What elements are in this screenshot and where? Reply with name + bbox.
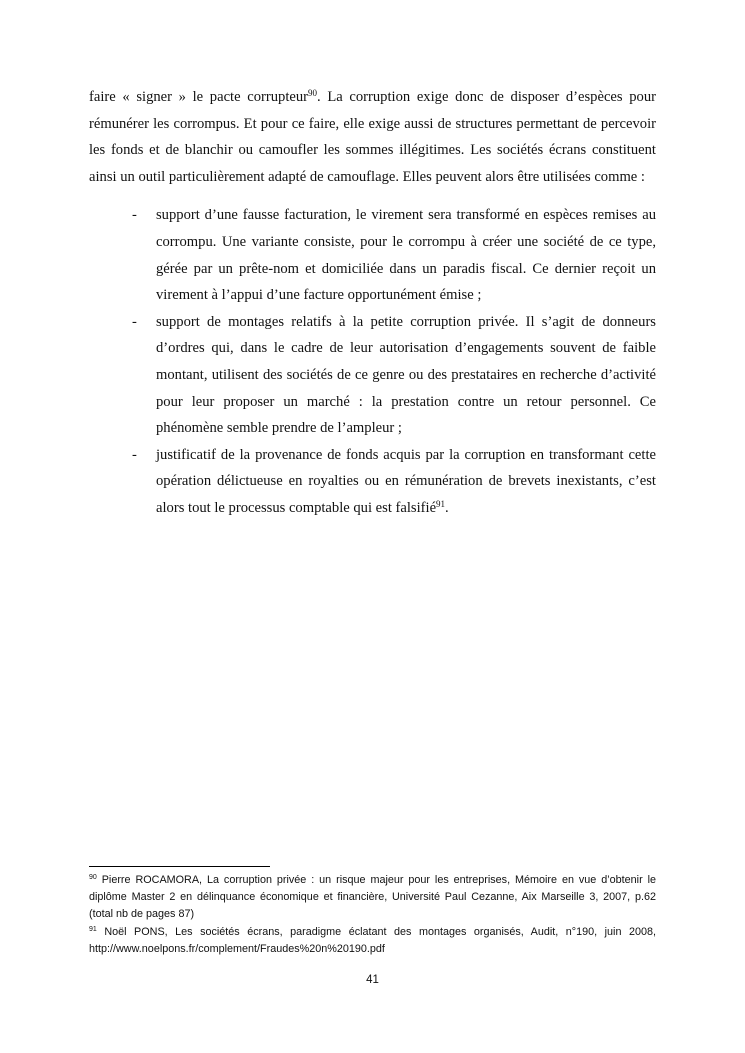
bullet-item-1-text: support d’une fausse facturation, le virement sera transformé en espèces remises au corrompu. Une variante consiste, pour le corrompu à créer une société de ce type, gérée par un prête-nom et domiciliée dans un paradis fiscal. Ce dernier reçoit un virement à l’appui d’une facture opportunément émise ; bbox=[156, 207, 656, 304]
bullet-marker: - bbox=[132, 313, 137, 330]
footnote-number-90: 90 bbox=[89, 874, 97, 881]
intro-text-part1: faire « signer » le pacte corrupteur bbox=[89, 89, 309, 105]
intro-paragraph bbox=[89, 84, 656, 190]
footnote-ref-90[interactable]: 90 bbox=[308, 88, 318, 98]
footnote-91-text: Noël PONS, Les sociétés écrans, paradigme éclatant des montages organisés, Audit, n°190, juin 2008, http://www.noelpons.fr/complement/Fraudes%20n%20190.pdf bbox=[89, 925, 656, 955]
intro-text-part2: . La corruption exige donc de disposer d’espèces pour rémunérer les corrompus. Et pour ce faire, elle exige aussi de structures permettant de percevoir les fonds et de blanchir ou camoufler les sommes illégitimes. Les sociétés écrans constituent ainsi un outil particulièrement adapté de camouflage. Elles peuvent alors être utilisées comme : bbox=[89, 89, 656, 185]
footnote-90-text: Pierre ROCAMORA, La corruption privée : un risque majeur pour les entreprises, Mémoire en vue d’obtenir le diplôme Master 2 en délinquance économique et financière, Université Paul Cezanne, Aix Marseille 3, 2007, p.62 (total nb de pages 87) bbox=[89, 874, 656, 921]
bullet-item-2 bbox=[132, 309, 656, 442]
footnote-90 bbox=[89, 872, 656, 924]
bullet-item-3-text: justificatif de la provenance de fonds acquis par la corruption en transformant cette opération délictueuse en royalties ou en rémunération de brevets inexistants, c’est alors tout le processus comptable qui est falsifié bbox=[156, 446, 656, 516]
footnote-ref-91[interactable]: 91 bbox=[436, 498, 446, 509]
footnotes bbox=[89, 872, 656, 958]
bullet-item-3-end: . bbox=[445, 499, 449, 516]
bullet-item-2-text: support de montages relatifs à la petite corruption privée. Il s’agit de donneurs d’ordres qui, dans le cadre de leur autorisation d’engagements souvent de faible montant, utilisent des sociétés de ce genre ou des prestataires en recherche d’activité pour leur proposer un marché : la prestation contre un retour personnel. Ce phénomène semble prendre de l’ampleur ; bbox=[156, 313, 656, 437]
bullet-marker: - bbox=[132, 207, 137, 224]
footnote-number-91: 91 bbox=[89, 925, 97, 933]
footnote-separator bbox=[89, 866, 270, 867]
page-number: 41 bbox=[366, 974, 379, 986]
bullet-list bbox=[89, 202, 656, 521]
bullet-item-3 bbox=[132, 442, 656, 522]
bullet-item-1 bbox=[132, 202, 656, 308]
footnote-91 bbox=[89, 924, 656, 958]
bullet-marker: - bbox=[132, 446, 137, 463]
main-text bbox=[89, 84, 656, 522]
